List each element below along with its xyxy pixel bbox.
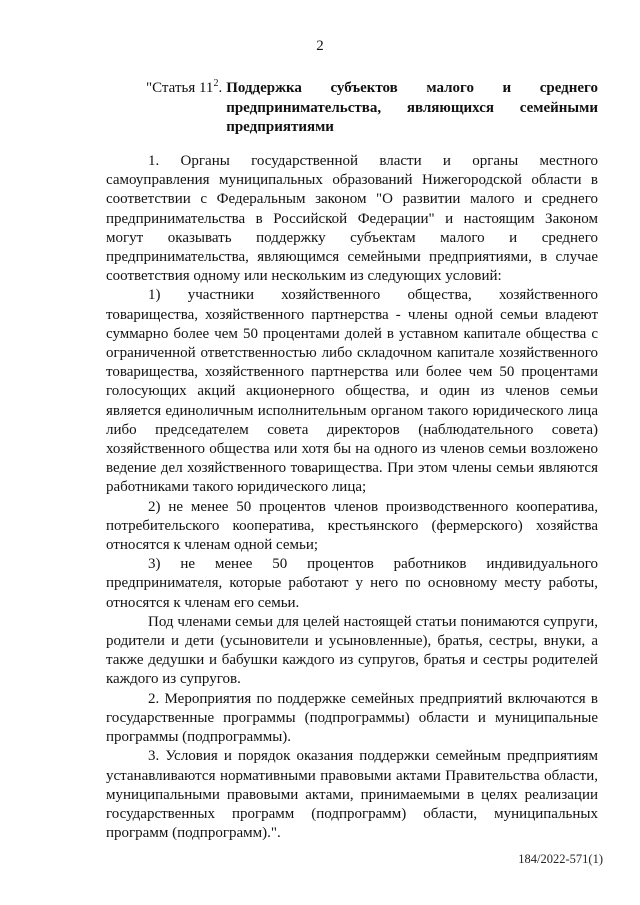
- article-label-text: "Статья 11: [146, 80, 214, 96]
- paragraph: Под членами семьи для целей настоящей статьи понимаются супруги, родители и дети (усыновители и усыновленные), братья, сестры, внуки, а также дедушки и бабушки каждого из супругов, братья и сестры родителей каждого из супругов.: [106, 613, 598, 688]
- article-title: Поддержка субъектов малого и среднего предпринимательства, являющихся семейными предприятиями: [226, 80, 598, 135]
- paragraph: 3) не менее 50 процентов работников индивидуального предпринимателя, которые работают у него по основному месту работы, относятся к членам его семьи.: [106, 556, 598, 611]
- paragraph: 2) не менее 50 процентов членов производственного кооператива, потребительского кооператива, крестьянского (фермерского) хозяйства относятся к членам одной семьи;: [106, 498, 598, 554]
- article-label: [146, 79, 226, 138]
- article-heading: [146, 79, 598, 138]
- paragraph: 1) участники хозяйственного общества, хозяйственного товарищества, хозяйственного партнерства - члены одной семьи владеют суммарно более чем 50 процентами долей в уставном капитале общества с ограниченной ответственностью либо складочном капитале хозяйственного товарищества, хозяйственного партнерства или более чем 50 процентами голосующих акций акционерного общества, и один из членов семьи является единоличным исполнительным органом такого юридического лица либо председателем совета директоров (наблюдательного совета) хозяйственного общества или хотя бы на одного из членов семьи возложено ведение дел хозяйственного товарищества. При этом члены семьи являются работниками такого юридического лица;: [106, 287, 598, 496]
- article-label-suffix: .: [218, 80, 223, 96]
- paragraph: 1. Органы государственной власти и органы местного самоуправления муниципальных образований Нижегородской области в соответствии с Федеральным законом "О развитии малого и среднего предпринимательства в Российской Федерации" и настоящим Законом могут оказывать поддержку субъектам малого и среднего предпринимательства, являющимся семейными предприятиями, в случае соответствия одному или нескольким из следующих условий:: [106, 153, 598, 285]
- article-body: [106, 152, 598, 843]
- page-number: 2: [316, 38, 324, 54]
- paragraph: 3. Условия и порядок оказания поддержки семейным предприятиям устанавливаются нормативными правовыми актами Правительства области, муниципальными правовыми актами, принимаемыми в целях реализации государственных программ (подпрограмм) области, муниципальных программ (подпрограмм).".: [106, 748, 598, 842]
- paragraph: 2. Мероприятия по поддержке семейных предприятий включаются в государственные программы (подпрограммы) области и муниципальные программы (подпрограммы).: [106, 690, 598, 746]
- article-label-superscript: 2: [213, 78, 219, 89]
- document-code: 184/2022-571(1): [518, 852, 603, 866]
